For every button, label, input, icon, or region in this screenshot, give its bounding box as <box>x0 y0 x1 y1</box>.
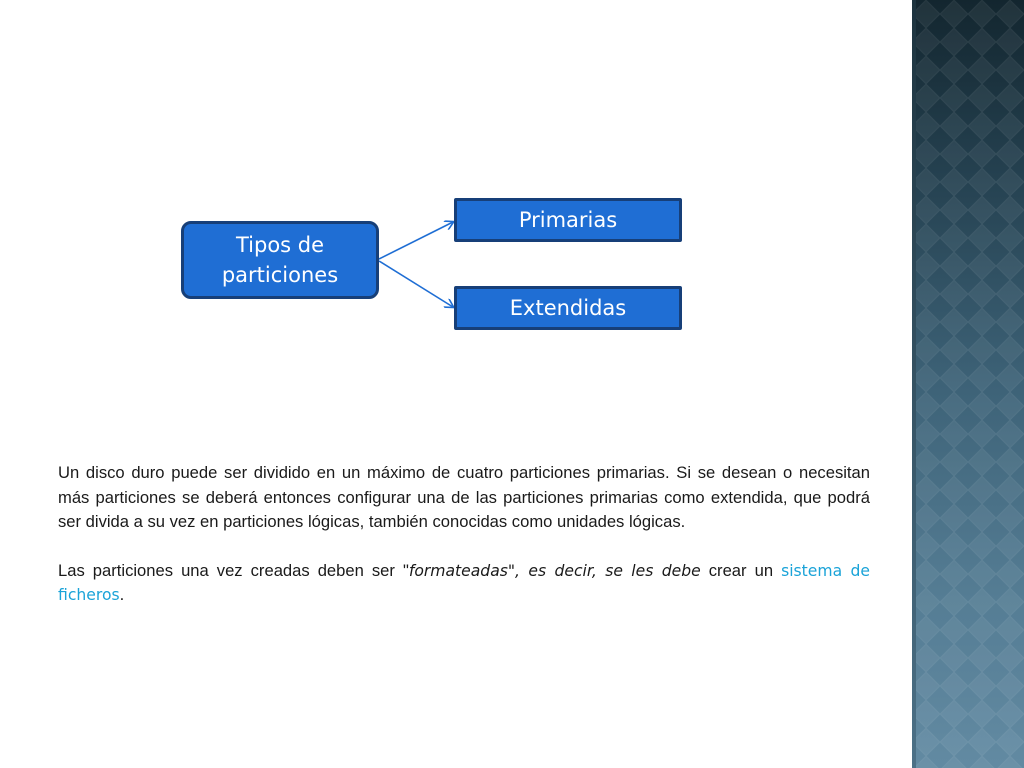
root-node-line2: particiones <box>221 263 339 287</box>
paragraph-2-italic: formateadas", es decir, se les debe <box>408 561 701 580</box>
paragraph-2-part1: Las particiones una vez creadas deben ser " <box>58 560 409 580</box>
decorative-side-band <box>912 0 1024 768</box>
node-primarias-label: Primarias <box>518 208 618 232</box>
node-primarias <box>454 198 682 242</box>
arrow-to-extendidas <box>379 261 453 307</box>
root-node-label <box>222 230 338 290</box>
paragraph-2-part4: . <box>119 585 125 604</box>
sistema-de-ficheros-link[interactable]: sistema de ficheros <box>58 561 870 604</box>
paragraph-2 <box>58 559 870 608</box>
root-node-tipos-de-particiones <box>181 221 379 299</box>
root-node-line1: Tipos de <box>235 233 325 257</box>
arrow-to-primarias <box>379 222 453 259</box>
node-extendidas <box>454 286 682 330</box>
paragraph-2-part3: crear un <box>700 560 782 580</box>
paragraph-1: Un disco duro puede ser dividido en un máximo de cuatro particiones primarias. Si se desean o necesitan más particiones se deberá entonces configurar una de las particiones primarias como extendida, que podrá ser divida a su vez en particiones lógicas, también conocidas como unidades lógicas. <box>58 463 870 531</box>
body-text <box>58 461 870 608</box>
node-extendidas-label: Extendidas <box>509 296 627 320</box>
partition-types-diagram <box>0 0 912 420</box>
diamond-pattern <box>912 0 1024 768</box>
